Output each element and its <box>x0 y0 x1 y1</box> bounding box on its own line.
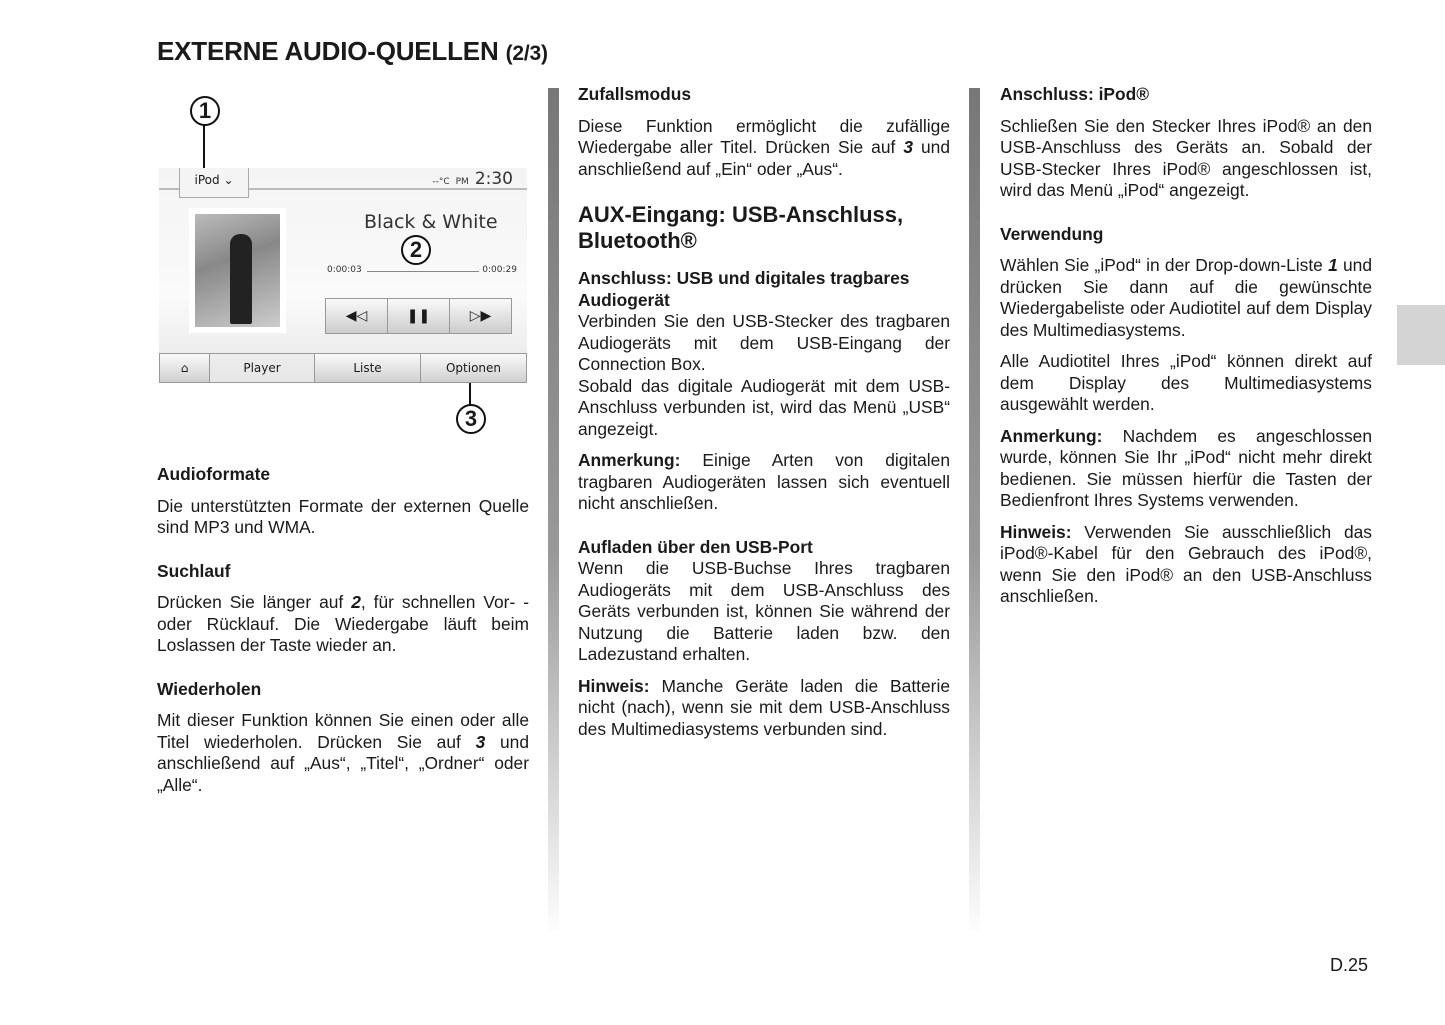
time: 2:30 <box>474 169 513 189</box>
source-label: iPod <box>194 173 220 187</box>
text-ipod: Schließen Sie den Stecker Ihres iPod® an den USB-Anschluss des Geräts an. Sobald der USB-Stecker Ihres iPod® angeschlossen ist, wird das Menü „iPod“ angezeigt. <box>1000 115 1372 200</box>
home-button[interactable] <box>160 354 210 382</box>
progress-bar[interactable] <box>367 271 479 272</box>
list-button[interactable]: Liste <box>315 354 421 382</box>
hint-ipod: Hinweis: Verwenden Sie ausschließlich das iPod®-Kabel für den Gebrauch des iPod®, wenn Sie den iPod® an den USB-Anschluss anschließen. <box>1000 521 1372 606</box>
title-text: EXTERNE AUDIO-QUELLEN <box>157 36 499 66</box>
column-divider <box>548 88 559 938</box>
text-usage: Wählen Sie „iPod“ in der Drop-down-Liste 1 und drücken Sie dann auf die gewünschte Wiedergabeliste oder Audiotitel auf dem Display des Multimediasystems. <box>1000 255 1372 340</box>
callout-1: 1 <box>190 96 220 126</box>
heading-shuffle: Zufallsmodus <box>578 84 692 104</box>
heading-ipod: Anschluss: iPod® <box>1000 84 1150 104</box>
progress <box>327 265 517 275</box>
title-part: (2/3) <box>505 42 548 65</box>
text-all-titles: Alle Audiotitel Ihres „iPod“ können direkt auf dem Display des Multimediasystems ausgewählt werden. <box>1000 351 1372 414</box>
heading-aux: AUX-Eingang: USB-Anschluss, Bluetooth® <box>578 202 904 253</box>
chevron-down-icon: ⌄ <box>223 173 234 187</box>
page-title <box>157 36 548 67</box>
heading-search: Suchlauf <box>157 560 231 581</box>
heading-audioformats: Audioformate <box>157 464 271 484</box>
ipod-player-figure <box>157 90 529 440</box>
hint-charge: Hinweis: Manche Geräte laden die Batterie nicht (nach), wenn sie mit dem USB-Anschluss des Multimediasystems verbunden sind. <box>578 675 950 739</box>
column-2 <box>578 84 950 750</box>
column-3 <box>1000 84 1372 618</box>
heading-usb: Anschluss: USB und digitales tragbares Audiogerät <box>578 268 910 310</box>
home-icon: ⌂ <box>180 361 189 375</box>
options-button[interactable]: Optionen <box>421 354 526 382</box>
column-1 <box>157 464 529 806</box>
text-usb: Verbinden Sie den USB-Stecker des tragbaren Audiogeräts mit dem USB-Eingang der Connection Box. <box>578 311 950 374</box>
bottom-nav <box>159 353 527 383</box>
text-shuffle: Diese Funktion ermöglicht die zufällige Wiedergabe aller Titel. Drücken Sie auf 3 und anschließend auf „Ein“ oder „Aus“. <box>578 115 950 179</box>
pause-button[interactable]: ❚❚ <box>388 299 450 333</box>
heading-repeat: Wiederholen <box>157 678 262 699</box>
column-divider <box>969 88 980 938</box>
text-audioformats: Die unterstützten Formate der externen Quelle sind MP3 und WMA. <box>157 495 529 537</box>
text-search: Drücken Sie länger auf 2, für schnellen Vor- -oder Rücklauf. Die Wiedergabe läuft beim Loslassen der Taste wieder an. <box>157 592 529 655</box>
note-ipod: Anmerkung: Nachdem es angeschlossen wurde, können Sie Ihr „iPod“ nicht mehr direkt bedienen. Sie müssen hierfür die Tasten der Bedienfront Ihres Systems verwenden. <box>1000 425 1372 510</box>
total-time: 0:00:29 <box>482 265 517 275</box>
clock <box>432 169 513 189</box>
song-title: Black & White <box>364 211 498 233</box>
text-charge: Wenn die USB-Buchse Ihres tragbaren Audiogeräts mit dem USB-Anschluss des Geräts verbunden ist, können Sie während der Nutzung die Batterie laden bzw. den Ladezustand erhalten. <box>578 558 950 664</box>
ampm: PM <box>455 177 469 187</box>
heading-usage: Verwendung <box>1000 223 1104 244</box>
player-label: Player <box>210 354 315 382</box>
callout-3: 3 <box>456 404 486 434</box>
page-number: D.25 <box>1330 955 1369 975</box>
album-art <box>189 208 286 333</box>
text-repeat: Mit dieser Funktion können Sie einen oder alle Titel wiederholen. Drücken Sie auf 3 und anschließend auf „Aus“, „Titel“, „Ordner“ oder „Alle“. <box>157 710 530 795</box>
text-usb-2: Sobald das digitale Audiogerät mit dem USB-Anschluss verbunden ist, wird das Menü „USB“ angezeigt. <box>578 375 950 439</box>
rewind-button[interactable]: ◀◁ <box>326 299 388 333</box>
callout-2: 2 <box>401 235 431 265</box>
temperature: --°C <box>432 177 450 187</box>
elapsed-time: 0:00:03 <box>327 265 362 275</box>
playback-controls <box>325 298 512 334</box>
forward-button[interactable]: ▷▶ <box>450 299 511 333</box>
player-screen <box>159 168 527 383</box>
heading-charge: Aufladen über den USB-Port <box>578 536 813 557</box>
section-tab <box>1397 305 1445 365</box>
source-dropdown[interactable] <box>179 168 249 198</box>
note-usb: Anmerkung: Einige Arten von digitalen tragbaren Audiogeräten lassen sich eventuell nicht anschließen. <box>578 450 950 513</box>
